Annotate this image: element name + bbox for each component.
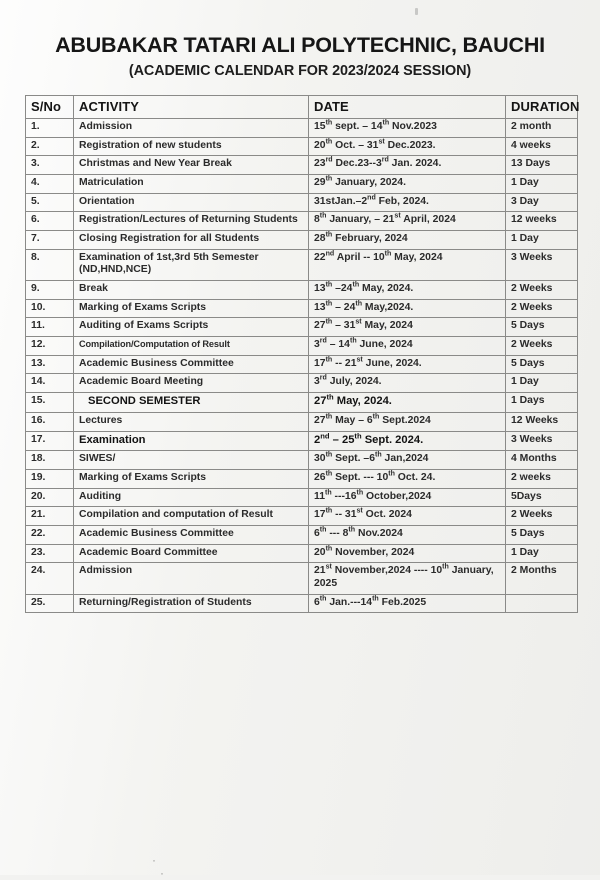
row-duration: 2 month [506,118,578,137]
row-date: 13th –24th May, 2024. [309,281,506,300]
row-date: 27th – 31st May, 2024 [309,318,506,337]
table-row [26,318,578,337]
row-duration: 3 Weeks [506,249,578,280]
row-date: 6th Jan.---14th Feb.2025 [309,594,506,613]
row-serial-number: 15. [26,393,74,413]
row-serial-number: 5. [26,193,74,212]
pencil-mark-upper: · [152,853,156,867]
table-row [26,507,578,526]
row-serial-number: 7. [26,230,74,249]
row-serial-number: 10. [26,299,74,318]
column-header-duration: DURATION [506,96,578,119]
row-serial-number: 17. [26,431,74,451]
row-duration: 1 Day [506,230,578,249]
row-activity: Marking of Exams Scripts [74,299,309,318]
row-activity: Academic Business Committee [74,355,309,374]
row-activity: Closing Registration for all Students [74,230,309,249]
row-activity: Matriculation [74,174,309,193]
row-serial-number: 21. [26,507,74,526]
row-serial-number: 11. [26,318,74,337]
row-date: 26th Sept. --- 10th Oct. 24. [309,469,506,488]
table-row [26,299,578,318]
row-date: 20th Oct. – 31st Dec.2023. [309,137,506,156]
row-date: 20th November, 2024 [309,544,506,563]
row-date: 21st November,2024 ---- 10th January, 2025 [309,563,506,594]
row-activity: Break [74,281,309,300]
row-date: 17th -- 31st Oct. 2024 [309,507,506,526]
column-header-activity: ACTIVITY [74,96,309,119]
row-date: 17th -- 21st June, 2024. [309,355,506,374]
row-date: 13th – 24th May,2024. [309,299,506,318]
pencil-mark-lower: · [160,866,164,880]
row-activity: Examination [74,431,309,451]
row-duration: 1 Days [506,393,578,413]
table-body [26,118,578,613]
row-duration: 2 Weeks [506,507,578,526]
table-row [26,249,578,280]
row-date: 28th February, 2024 [309,230,506,249]
row-date: 31stJan.–2nd Feb, 2024. [309,193,506,212]
row-duration: 3 Weeks [506,431,578,451]
row-activity: Admission [74,563,309,594]
table-row [26,412,578,431]
row-serial-number: 22. [26,525,74,544]
row-activity: Registration/Lectures of Returning Students [74,212,309,231]
row-activity: Examination of 1st,3rd 5th Semester (ND,HND,NCE) [74,249,309,280]
column-header-sno: S/No [26,96,74,119]
table-row [26,212,578,231]
row-duration: 5 Days [506,318,578,337]
row-activity: Academic Board Meeting [74,374,309,393]
row-serial-number: 16. [26,412,74,431]
calendar-subtitle: (ACADEMIC CALENDAR FOR 2023/2024 SESSION) [128,63,472,79]
row-duration: 2 weeks [506,469,578,488]
academic-calendar-table [25,95,578,613]
table-row [26,118,578,137]
table-row [26,337,578,356]
row-activity: Returning/Registration of Students [74,594,309,613]
row-date: 30th Sept. –6th Jan,2024 [309,451,506,470]
table-row [26,374,578,393]
row-date: 8th January, – 21st April, 2024 [309,212,506,231]
row-activity: Academic Board Committee [74,544,309,563]
row-duration: 5Days [506,488,578,507]
table-row [26,393,578,413]
row-date: 2nd – 25th Sept. 2024. [309,431,506,451]
row-serial-number: 20. [26,488,74,507]
row-serial-number: 1. [26,118,74,137]
table-row [26,230,578,249]
row-activity: Orientation [74,193,309,212]
row-date: 11th ---16th October,2024 [309,488,506,507]
row-duration: 3 Day [506,193,578,212]
row-activity: SIWES/ [74,451,309,470]
row-date: 27th May – 6th Sept.2024 [309,412,506,431]
row-serial-number: 6. [26,212,74,231]
row-activity: Auditing [74,488,309,507]
row-date: 27th May, 2024. [309,393,506,413]
table-row [26,355,578,374]
scan-artifact-mark [415,8,418,15]
row-activity: Academic Business Committee [74,525,309,544]
row-activity: Christmas and New Year Break [74,156,309,175]
row-serial-number: 18. [26,451,74,470]
row-activity: Lectures [74,412,309,431]
row-activity: SECOND SEMESTER [74,393,309,413]
row-duration: 4 Months [506,451,578,470]
table-row [26,544,578,563]
row-duration: 1 Day [506,374,578,393]
row-serial-number: 4. [26,174,74,193]
table-row [26,156,578,175]
row-date: 3rd July, 2024. [309,374,506,393]
table-row [26,525,578,544]
row-duration: 12 weeks [506,212,578,231]
row-activity: Compilation and computation of Result [74,507,309,526]
table-row [26,137,578,156]
table-row [26,469,578,488]
row-duration: 4 weeks [506,137,578,156]
row-duration: 5 Days [506,525,578,544]
institution-title: ABUBAKAR TATARI ALI POLYTECHNIC, BAUCHI [55,33,545,57]
row-date: 23rd Dec.23--3rd Jan. 2024. [309,156,506,175]
row-duration: 2 Weeks [506,337,578,356]
row-serial-number: 9. [26,281,74,300]
table-row [26,488,578,507]
table-row [26,281,578,300]
row-serial-number: 12. [26,337,74,356]
row-activity: Admission [74,118,309,137]
row-duration: 2 Months [506,563,578,594]
row-activity: Registration of new students [74,137,309,156]
row-serial-number: 23. [26,544,74,563]
row-duration: 1 Day [506,544,578,563]
row-serial-number: 19. [26,469,74,488]
row-serial-number: 8. [26,249,74,280]
row-duration: 5 Days [506,355,578,374]
row-date: 3rd – 14th June, 2024 [309,337,506,356]
table-row [26,174,578,193]
row-serial-number: 25. [26,594,74,613]
column-header-date: DATE [309,96,506,119]
row-serial-number: 14. [26,374,74,393]
row-duration: 13 Days [506,156,578,175]
document-header [0,0,600,79]
table-header-row [26,96,578,119]
row-duration: 1 Day [506,174,578,193]
row-serial-number: 2. [26,137,74,156]
table-row [26,563,578,594]
row-activity: Compilation/Computation of Result [74,337,309,356]
row-duration: 2 Weeks [506,281,578,300]
row-activity: Auditing of Exams Scripts [74,318,309,337]
row-date: 6th --- 8th Nov.2024 [309,525,506,544]
row-duration: 12 Weeks [506,412,578,431]
row-date: 22nd April -- 10th May, 2024 [309,249,506,280]
row-activity: Marking of Exams Scripts [74,469,309,488]
table-row [26,594,578,613]
row-date: 29th January, 2024. [309,174,506,193]
row-duration: 2 Weeks [506,299,578,318]
table-row [26,193,578,212]
row-serial-number: 13. [26,355,74,374]
row-serial-number: 24. [26,563,74,594]
row-duration [506,594,578,613]
table-row [26,431,578,451]
row-serial-number: 3. [26,156,74,175]
row-date: 15th sept. – 14th Nov.2023 [309,118,506,137]
table-row [26,451,578,470]
